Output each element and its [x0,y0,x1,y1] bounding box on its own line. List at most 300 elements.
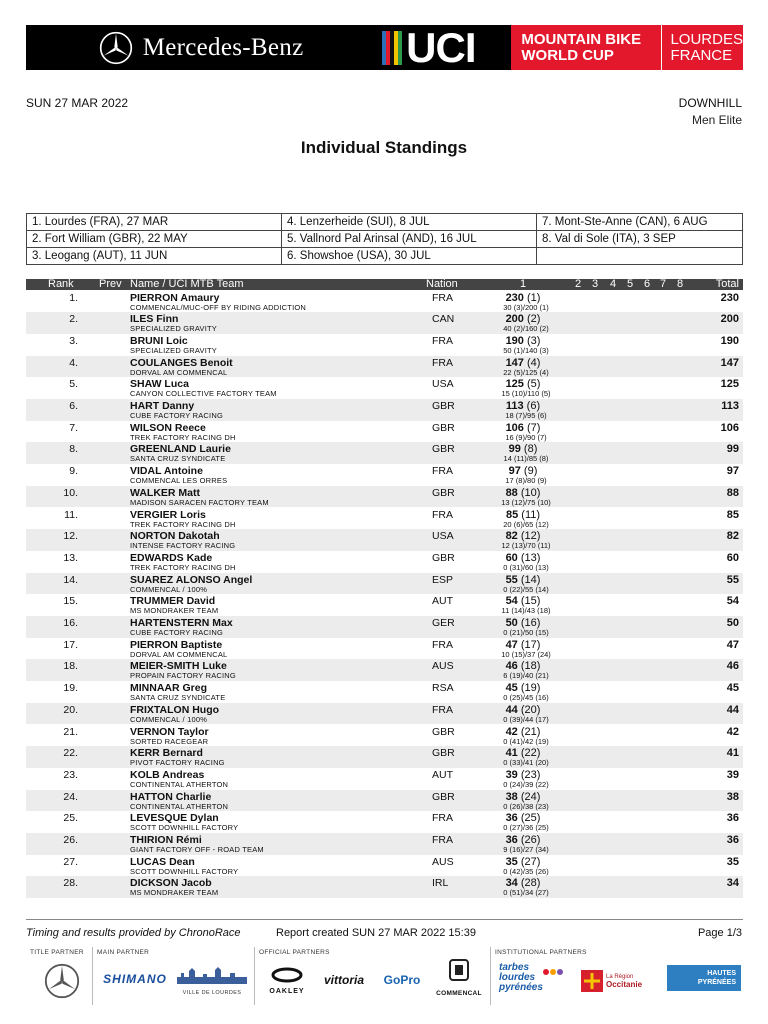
round-history: 9 (16)/27 (34) [503,845,549,854]
calendar-cell: 5. Vallnord Pal Arinsal (AND), 16 JUL [282,231,537,248]
rider-name: MINNAAR Greg [130,682,208,695]
table-row [26,442,743,464]
total-points: 60 [726,551,739,564]
round-history: 6 (19)/40 (21) [503,671,549,681]
rank-cell: 16. [63,617,78,629]
table-row [26,486,743,508]
rider-team: CUBE FACTORY RACING [130,628,223,637]
round-points-value: 230 [505,291,524,304]
calendar-cell: 2. Fort William (GBR), 22 MAY [27,231,282,248]
rider-team: COMMENCAL / 100% [130,714,208,724]
round-position: (8) [523,443,538,456]
round-history: 0 (21)/50 (15) [503,628,549,637]
rank-cell: 7. [69,421,78,434]
total-points: 113 [721,400,739,412]
rider-nation: FRA [432,334,453,347]
round-points-value: 46 [505,660,518,673]
table-row [26,681,743,703]
round-points [496,574,550,586]
rider-team: MS MONDRAKER TEAM [130,606,219,616]
tarbes-line-2: lourdes [499,972,536,983]
table-row [26,725,743,747]
round-position: (17) [520,638,541,651]
col-prev: Prev [99,278,122,290]
discipline: DOWNHILL [678,96,742,110]
commencal-text: COMMENCAL [436,990,482,997]
gopro-logo: GoPro [383,973,421,987]
round-points [496,530,550,542]
rider-nation: USA [432,378,454,391]
occitanie-logo [581,967,657,995]
rider-name: THIRION Rémi [130,834,202,846]
rider-team: CONTINENTAL ATHERTON [130,779,229,789]
rank-cell: 13. [63,551,78,564]
partners-strip [26,947,743,1005]
oakley-text: OAKLEY [269,988,305,995]
rider-team: CONTINENTAL ATHERTON [130,801,229,811]
round-points [496,791,550,803]
round-position: (26) [520,834,541,846]
round-history: 0 (39)/44 (17) [503,714,549,724]
occitanie-line-2: Occitanie [606,980,643,989]
table-row [26,594,743,616]
total-points: 41 [726,747,739,760]
round-points-value: 39 [505,768,518,781]
rider-name: FRIXTALON Hugo [130,703,220,716]
rider-name: HART Danny [130,400,195,412]
occitanie-line-1: La Région [606,974,634,980]
rider-nation: USA [432,530,454,543]
rider-nation: AUT [432,768,453,781]
calendar-cell: 7. Mont-Ste-Anne (CAN), 6 AUG [537,214,743,231]
round-history: 0 (31)/60 (13) [503,562,549,572]
rider-team: SPECIALIZED GRAVITY [130,324,218,334]
rider-team: TREK FACTORY RACING DH [130,562,236,572]
rank-cell: 25. [63,812,78,825]
standings-header [26,279,743,290]
rider-team: GIANT FACTORY OFF - ROAD TEAM [130,845,264,854]
rider-nation: GBR [432,400,455,412]
col-round-2: 2 [575,278,582,290]
total-points: 47 [726,638,739,651]
round-points-value: 82 [505,530,518,543]
round-position: (28) [520,877,541,890]
rider-nation: GBR [432,486,455,499]
tarbes-line-3: pyrénées [499,982,543,993]
rank-cell: 1. [69,291,78,304]
event-line-1: MOUNTAIN BIKE [521,30,642,48]
round-points-value: 88 [505,486,518,499]
col-round-5: 5 [627,278,634,290]
table-row [26,811,743,833]
col-round-4: 4 [610,278,617,290]
table-row [26,616,743,638]
total-points: 34 [726,877,739,890]
total-points: 97 [726,465,739,478]
mercedes-wordmark: Mercedes-Benz [142,33,304,61]
round-position: (11) [521,508,541,521]
oakley-logo [263,967,311,997]
calendar-cell: 3. Leogang (AUT), 11 JUN [27,248,282,265]
round-points [496,378,550,390]
round-points-value: 60 [505,551,518,564]
rider-name: COULANGES Benoit [130,356,233,369]
total-points: 50 [726,617,739,629]
rider-nation: GBR [432,551,455,564]
event-date: SUN 27 MAR 2022 [26,96,129,110]
round-position: (6) [526,400,541,412]
round-position: (10) [520,486,541,499]
lourdes-city-logo [175,967,249,997]
round-points-value: 44 [505,703,518,716]
col-round-3: 3 [592,278,599,290]
round-points-value: 41 [505,747,518,760]
round-points [496,422,550,434]
page-title: Individual Standings [300,138,468,157]
rank-cell: 9. [69,465,78,478]
vittoria-logo: vittoria [323,973,364,987]
table-row [26,573,743,595]
table-row [26,703,743,725]
rider-name: VERNON Taylor [130,725,209,738]
total-points: 39 [726,768,739,781]
round-position: (4) [526,356,541,369]
round-points [496,357,550,369]
calendar-cell [537,248,743,265]
rider-name: WALKER Matt [130,486,200,499]
rider-nation: FRA [432,812,453,825]
col-name: Name / UCI MTB Team [130,278,244,290]
rank-cell: 12. [63,530,78,543]
table-row [26,529,743,551]
round-points [496,639,550,651]
total-points: 44 [726,703,739,716]
round-points-value: 113 [505,400,524,412]
rider-name: SUAREZ ALONSO Angel [130,573,253,586]
lourdes-city-text: VILLE DE LOURDES [182,990,242,996]
rank-cell: 3. [69,334,78,347]
table-row [26,399,743,421]
round-history: 0 (33)/41 (20) [503,758,549,768]
footer-divider [26,919,743,920]
table-row [26,421,743,443]
rank-cell: 18. [63,660,78,673]
rider-team: MADISON SARACEN FACTORY TEAM [130,497,269,507]
rider-team: DORVAL AM COMMENCAL [130,649,228,659]
uci-wordmark: UCI [406,23,476,71]
rider-nation: FRA [432,703,453,716]
rider-name: LUCAS Dean [130,855,195,868]
round-points [496,726,550,738]
rider-nation: GBR [432,421,455,434]
round-points [496,465,550,477]
round-points [496,834,550,846]
round-points-value: 35 [505,855,518,868]
round-points-value: 97 [508,465,521,478]
calendar-row [27,231,743,248]
main-partner-section [92,947,254,1005]
table-row [26,356,743,378]
table-row [26,291,743,313]
round-points-value: 125 [505,378,524,391]
round-position: (13) [520,551,541,564]
rank-cell: 5. [69,378,78,391]
institutional-partners-label: INSTITUTIONAL PARTNERS [495,949,587,956]
rider-name: TRUMMER David [130,595,216,608]
rider-nation: FRA [432,465,453,478]
round-points [496,313,550,325]
round-points [496,704,550,716]
round-points [496,400,550,412]
mercedes-star-icon [99,31,133,65]
total-points: 82 [726,530,739,543]
calendar-row [27,214,743,231]
rank-cell: 23. [63,768,78,781]
round-points-value: 38 [505,790,518,803]
rider-nation: CAN [432,313,455,326]
event-name [511,25,661,70]
rider-team: PIVOT FACTORY RACING [130,758,225,768]
round-history: 30 (3)/200 (1) [503,302,549,312]
event-line-2: WORLD CUP [521,46,614,64]
col-total: Total [715,278,739,290]
round-history: 15 (10)/110 (5) [501,389,551,399]
round-history: 12 (13)/70 (11) [501,541,551,551]
round-history: 22 (5)/125 (4) [503,367,549,377]
round-points-value: 47 [505,638,518,651]
rider-nation: FRA [432,291,453,304]
category: Men Elite [691,113,742,127]
calendar-cell: 6. Showshoe (USA), 30 JUL [282,248,537,265]
dot-icon [543,969,549,975]
uci-logo [376,25,511,70]
round-points [496,617,550,629]
total-points: 125 [720,378,739,391]
rank-cell: 14. [63,573,78,586]
rider-name: KERR Bernard [130,747,203,760]
total-points: 36 [726,812,739,825]
col-rank: Rank [48,278,74,290]
round-position: (7) [526,421,541,434]
hp-line-1: HAUTES [707,970,736,977]
rank-cell: 11. [64,508,78,521]
table-row [26,833,743,855]
dot-icon [557,969,563,975]
hp-line-2: PYRÉNÉES [697,979,736,986]
round-position: (15) [520,595,541,608]
round-history: 0 (41)/42 (19) [503,736,549,746]
round-position: (5) [526,378,541,391]
round-history: 0 (51)/34 (27) [503,888,549,898]
table-row [26,855,743,877]
rider-team: DORVAL AM COMMENCAL [130,367,228,377]
round-history: 0 (24)/39 (22) [503,779,549,789]
calendar-table [26,213,743,265]
mercedes-logo [26,25,376,70]
round-position: (21) [520,725,541,738]
rider-nation: GBR [432,725,455,738]
title-partner-section [26,947,92,1005]
table-row [26,876,743,898]
rider-team: SANTA CRUZ SYNDICATE [130,693,226,703]
round-points [496,292,550,304]
rank-cell: 22. [63,747,78,760]
title-partner-label: TITLE PARTNER [30,949,84,956]
col-nation: Nation [426,278,458,290]
table-row [26,464,743,486]
rider-nation: FRA [432,356,453,369]
round-points-value: 200 [505,313,524,326]
rider-team: SCOTT DOWNHILL FACTORY [130,823,239,833]
table-row [26,334,743,356]
round-points-value: 54 [505,595,518,608]
rider-name: SHAW Luca [130,378,189,391]
rider-nation: FRA [432,638,453,651]
location-line-1: LOURDES [670,30,743,48]
table-row [26,659,743,681]
oakley-ellipse-icon [263,967,311,983]
castle-skyline-icon [175,967,249,985]
report-created: Report created SUN 27 MAR 2022 15:39 [276,927,476,939]
rider-name: HATTON Charlie [130,790,212,803]
round-points [496,595,550,607]
rider-name: LEVESQUE Dylan [130,812,219,825]
event-location [661,25,743,70]
table-row [26,312,743,334]
round-position: (14) [520,573,541,586]
round-points [496,335,550,347]
round-history: 16 (9)/90 (7) [505,432,547,442]
round-position: (24) [520,790,541,803]
round-position: (16) [520,617,541,629]
total-points: 85 [726,508,739,521]
round-history: 0 (42)/35 (26) [503,866,549,876]
round-position: (27) [520,855,541,868]
round-history: 0 (25)/45 (16) [503,693,549,703]
total-points: 38 [726,790,739,803]
round-position: (1) [526,291,541,304]
rider-nation: AUS [432,855,454,868]
rider-name: GREENLAND Laurie [130,443,231,456]
round-position: (25) [520,812,541,825]
rider-nation: AUS [432,660,454,673]
round-points-value: 45 [505,682,518,695]
commencal-logo [431,955,487,1003]
rider-name: DICKSON Jacob [130,877,212,890]
occitanie-cross-icon [581,970,603,992]
rank-cell: 17. [63,638,78,651]
rider-team: COMMENCAL LES ORRES [130,476,228,486]
round-position: (22) [520,747,541,760]
rider-name: WILSON Reece [130,421,206,434]
rider-nation: ESP [432,573,454,586]
rider-nation: IRL [432,877,449,890]
hautes-pyrenees-logo [667,965,741,991]
tarbes-lourdes-logo [499,963,569,999]
rider-nation: GBR [432,747,455,760]
col-round-6: 6 [644,278,651,290]
location-line-2: FRANCE [670,46,733,64]
shimano-logo: SHIMANO [103,972,167,986]
rank-cell: 10. [63,486,78,499]
table-row [26,638,743,660]
rider-team: CUBE FACTORY RACING [130,411,223,420]
rider-team: SCOTT DOWNHILL FACTORY [130,866,239,876]
rank-cell: 15. [63,595,78,608]
total-points: 42 [726,725,739,738]
table-row [26,768,743,790]
total-points: 99 [726,443,739,456]
round-position: (18) [520,660,541,673]
rider-team: MS MONDRAKER TEAM [130,888,219,898]
round-position: (2) [526,313,541,326]
round-points-value: 50 [505,617,518,629]
round-points-value: 99 [508,443,521,456]
calendar-cell: 1. Lourdes (FRA), 27 MAR [27,214,282,231]
round-points-value: 34 [505,877,518,890]
header-banner [26,25,743,70]
round-position: (12) [520,530,541,543]
round-points [496,682,550,694]
round-history: 13 (12)/75 (10) [501,497,551,507]
round-position: (20) [520,703,541,716]
round-points [496,660,550,672]
total-points: 35 [726,855,739,868]
rank-cell: 6. [69,400,78,412]
rider-name: KOLB Andreas [130,768,205,781]
rank-cell: 26. [63,834,78,846]
tarbes-line-1: tarbes [499,962,530,973]
rank-cell: 28. [63,877,78,890]
rider-name: PIERRON Amaury [130,291,220,304]
round-history: 11 (14)/43 (18) [501,606,551,616]
rider-team: COMMENCAL/MUC-OFF BY RIDING ADDICTION [130,302,307,312]
round-history: 0 (22)/55 (14) [503,584,549,594]
round-points [496,443,550,455]
round-history: 18 (7)/95 (6) [505,411,547,420]
total-points: 106 [720,421,739,434]
rank-cell: 20. [63,703,78,716]
round-history: 10 (15)/37 (24) [501,649,551,659]
rank-cell: 4. [69,356,78,369]
round-history: 50 (1)/140 (3) [503,345,549,355]
rider-name: BRUNI Loic [130,334,188,347]
total-points: 46 [726,660,739,673]
total-points: 55 [726,573,739,586]
official-partners-section [254,947,490,1005]
rider-team: CANYON COLLECTIVE FACTORY TEAM [130,389,277,399]
round-position: (23) [520,768,541,781]
round-points-value: 36 [505,834,518,846]
mercedes-star-icon [44,963,80,999]
institutional-partners-section [490,947,743,1005]
round-points-value: 36 [505,812,518,825]
rider-team: SANTA CRUZ SYNDICATE [130,454,226,464]
table-row [26,551,743,573]
rider-team: COMMENCAL / 100% [130,584,208,594]
rider-name: ILES Finn [130,313,179,326]
rider-team: TREK FACTORY RACING DH [130,519,236,529]
round-position: (19) [520,682,541,695]
rider-name: PIERRON Baptiste [130,638,223,651]
round-points-value: 106 [505,421,524,434]
rider-team: SORTED RACEGEAR [130,736,209,746]
col-round-1: 1 [520,278,527,290]
total-points: 36 [726,834,739,846]
rank-cell: 24. [63,790,78,803]
rider-nation: GBR [432,790,455,803]
round-points [496,877,550,889]
